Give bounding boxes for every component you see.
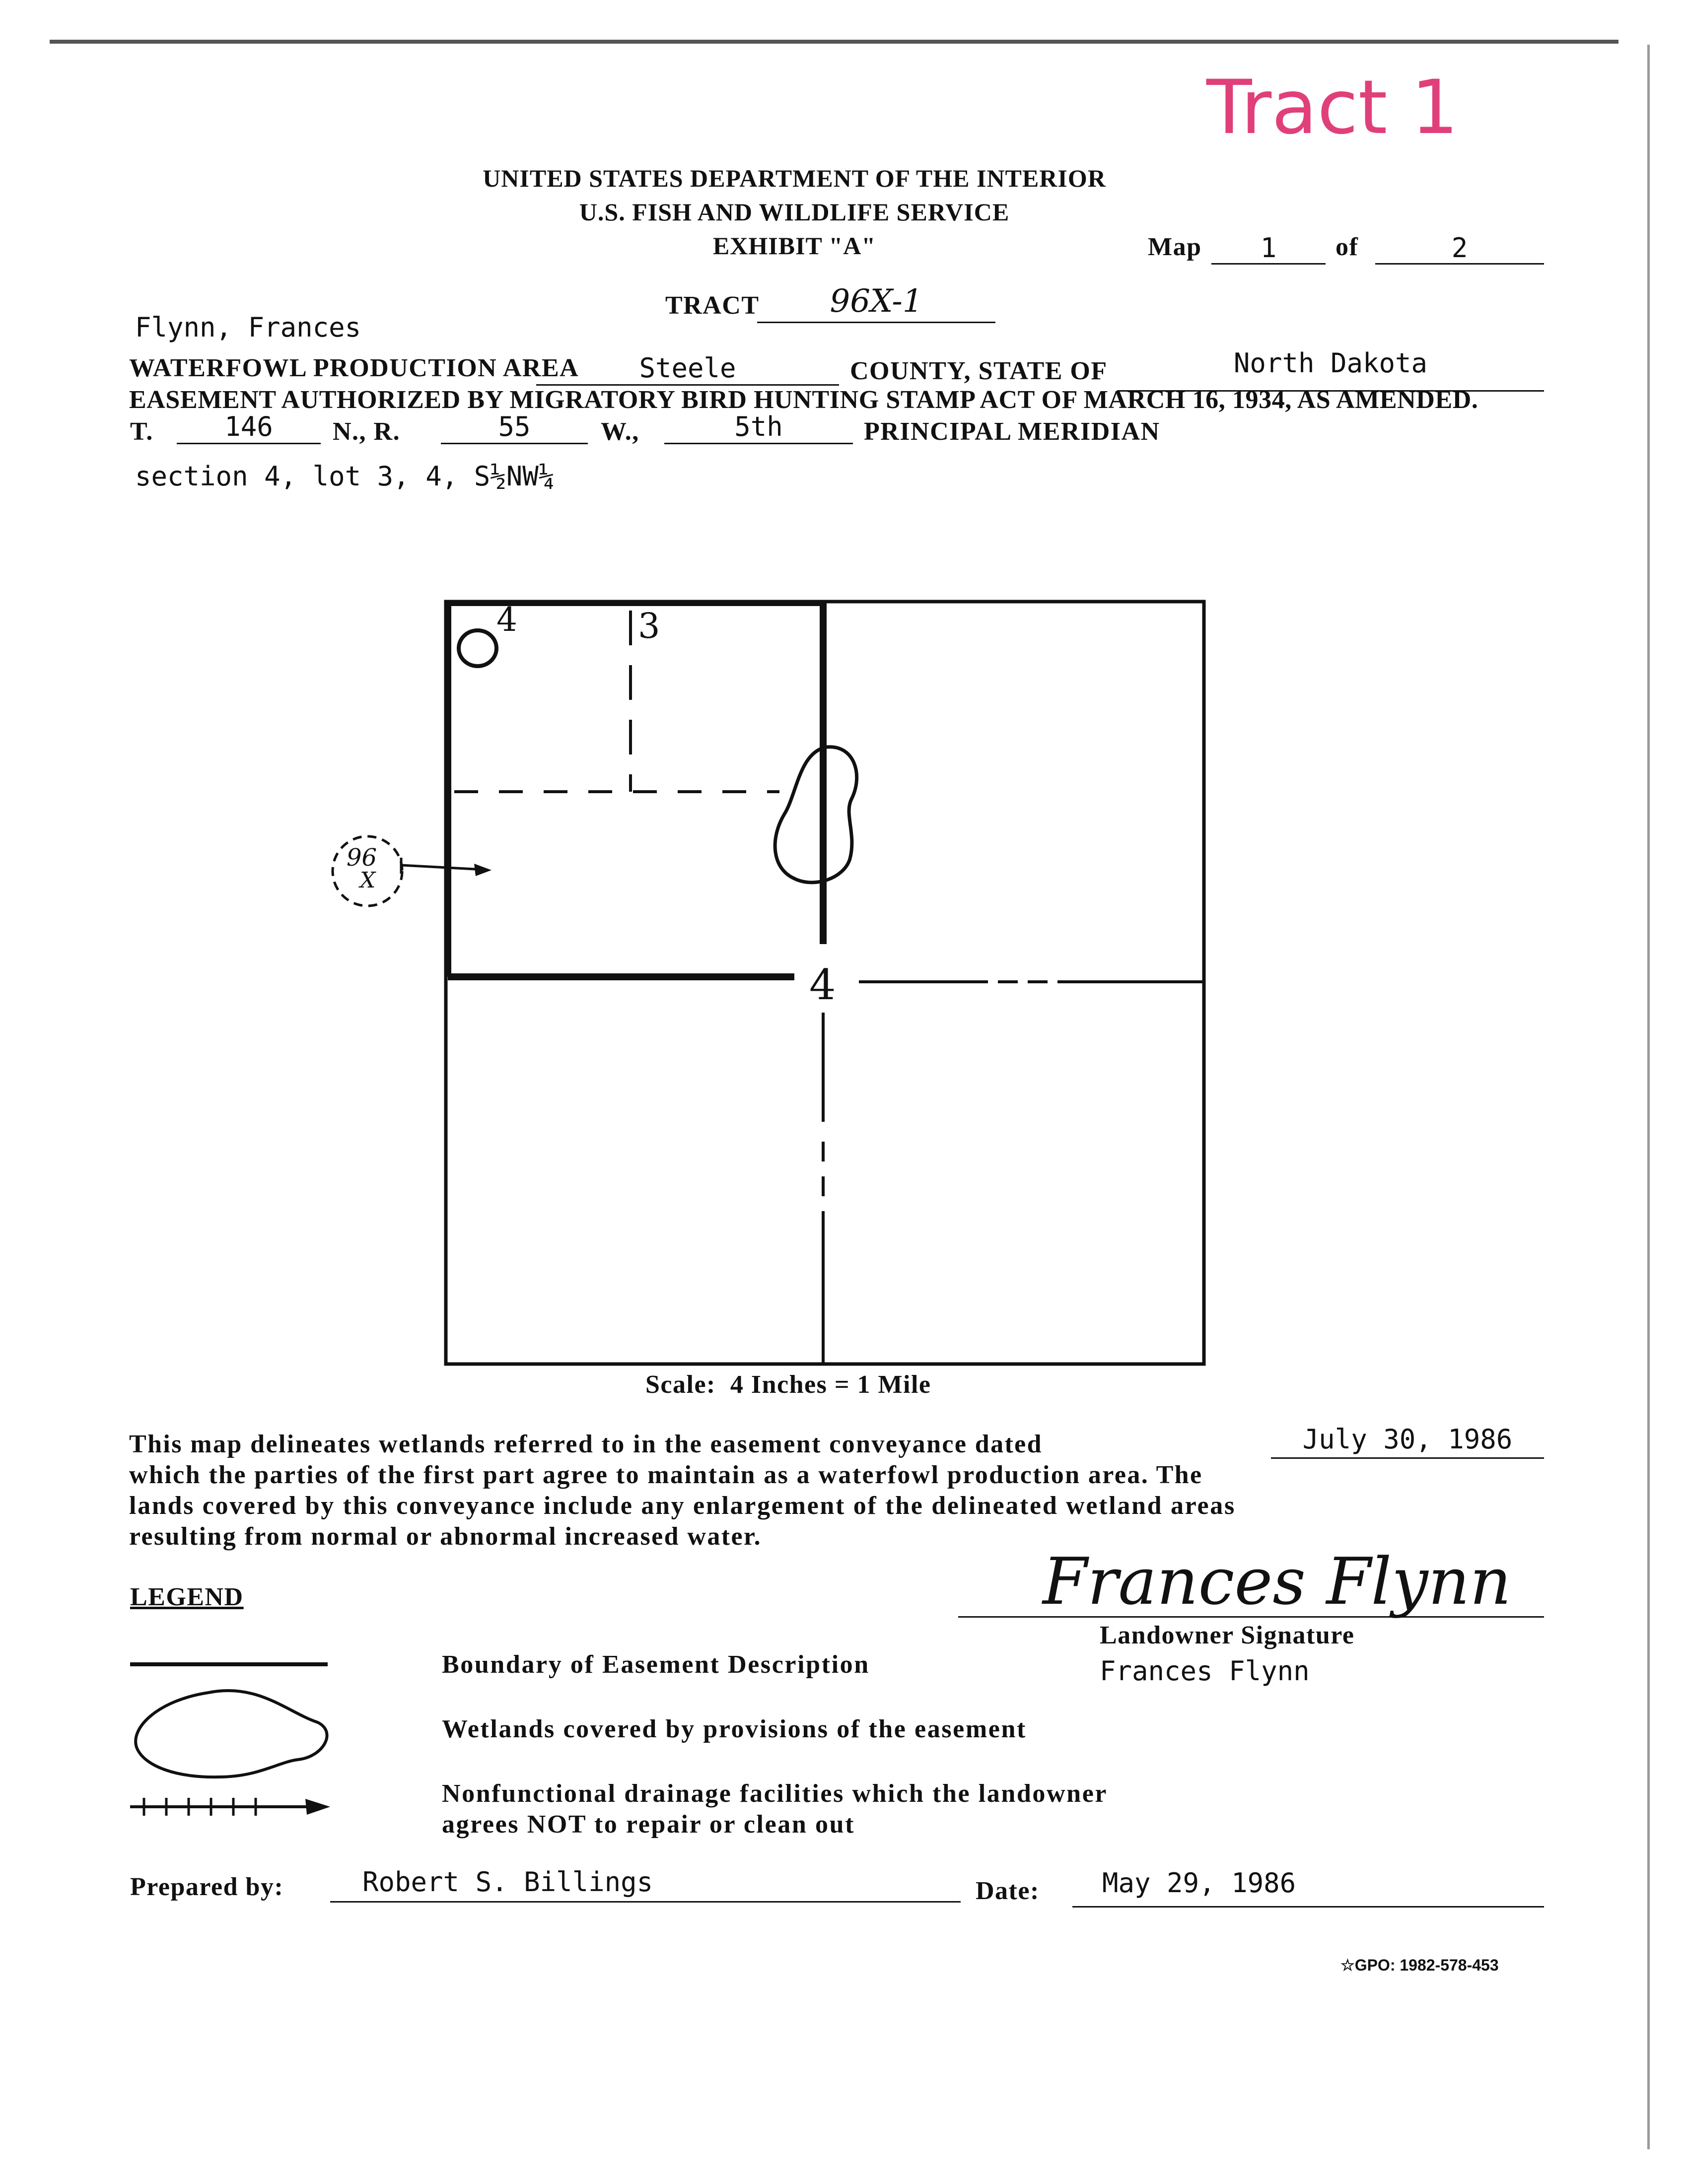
conveyance-date: July 30, 1986: [1302, 1424, 1513, 1455]
tract-tag-line-1: 96: [347, 844, 377, 872]
map-label: Map: [1148, 233, 1202, 261]
county-value: Steele: [639, 352, 736, 384]
landowner-signature: Frances Flynn: [1043, 1544, 1512, 1619]
tract-annotation: Tract 1: [1206, 65, 1459, 151]
west-label: W.,: [601, 417, 639, 446]
date-label: Date:: [976, 1877, 1040, 1905]
prepared-by-line: [330, 1901, 961, 1903]
map-total: 2: [1451, 232, 1468, 264]
prepared-by-value: Robert S. Billings: [362, 1866, 653, 1898]
wetland-large: [775, 747, 857, 883]
legend-drainage-line-2: agrees NOT to repair or clean out: [442, 1810, 855, 1839]
signature-line: [958, 1616, 1544, 1618]
tract-value: 96X-1: [830, 283, 923, 320]
date-value: May 29, 1986: [1102, 1867, 1296, 1899]
conveyance-line-2: which the parties of the first part agree to maintain as a waterfowl production area. The: [129, 1461, 1203, 1489]
tract-tag-line-2: X: [360, 868, 376, 893]
legal-description: section 4, lot 3, 4, S½NW¼: [135, 461, 555, 492]
date-line: [1072, 1906, 1544, 1908]
scale-text: Scale: 4 Inches = 1 Mile: [645, 1370, 931, 1399]
legend-drainage-line-1: Nonfunctional drainage facilities which the landowner: [442, 1779, 1108, 1808]
owner-name: Flynn, Frances: [135, 312, 361, 343]
signature-label: Landowner Signature: [1100, 1621, 1355, 1649]
conveyance-line-4: resulting from normal or abnormal increased water.: [129, 1522, 762, 1551]
legend-wetlands-label: Wetlands covered by provisions of the easement: [442, 1715, 1027, 1743]
legend-wetland-symbol: [136, 1691, 327, 1777]
wetland-small: [459, 630, 496, 666]
signature-printed-name: Frances Flynn: [1100, 1655, 1310, 1687]
conveyance-line-1: This map delineates wetlands referred to in the easement conveyance dated: [129, 1430, 1043, 1458]
conveyance-line-3: lands covered by this conveyance include any enlargement of the delineated wetland areas: [129, 1492, 1236, 1520]
of-label: of: [1336, 233, 1359, 261]
lot-4-label: 4: [496, 601, 517, 639]
tract-label: TRACT: [665, 291, 760, 320]
header-line-1: UNITED STATES DEPARTMENT OF THE INTERIOR: [483, 164, 1106, 192]
state-value: North Dakota: [1233, 347, 1428, 379]
lot-3-label: 3: [638, 606, 660, 646]
legend-title: LEGEND: [130, 1583, 244, 1611]
legend-symbols: [0, 1638, 447, 1886]
map-number: 1: [1260, 232, 1277, 264]
authority-text: EASEMENT AUTHORIZED BY MIGRATORY BIRD HUNTING STAMP ACT OF MARCH 16, 1934, AS AMENDED.: [129, 386, 1478, 414]
section-number-label: 4: [809, 960, 836, 1009]
meridian-value: 5th: [734, 411, 783, 442]
prepared-by-label: Prepared by:: [130, 1873, 284, 1901]
county-label: COUNTY, STATE OF: [850, 357, 1108, 385]
wpa-label: WATERFOWL PRODUCTION AREA: [129, 354, 579, 382]
township-value: 146: [224, 411, 273, 442]
gpo-number: ☆GPO: 1982-578-453: [1340, 1956, 1499, 1974]
township-t-label: T.: [130, 417, 153, 446]
range-label: N., R.: [333, 417, 401, 446]
header-line-3: EXHIBIT "A": [712, 232, 876, 260]
range-value: 55: [498, 411, 531, 442]
legend-boundary-label: Boundary of Easement Description: [442, 1650, 870, 1679]
meridian-label: PRINCIPAL MERIDIAN: [864, 417, 1160, 446]
conveyance-date-line: [1271, 1457, 1544, 1459]
header-line-2: U.S. FISH AND WILDLIFE SERVICE: [579, 198, 1010, 226]
